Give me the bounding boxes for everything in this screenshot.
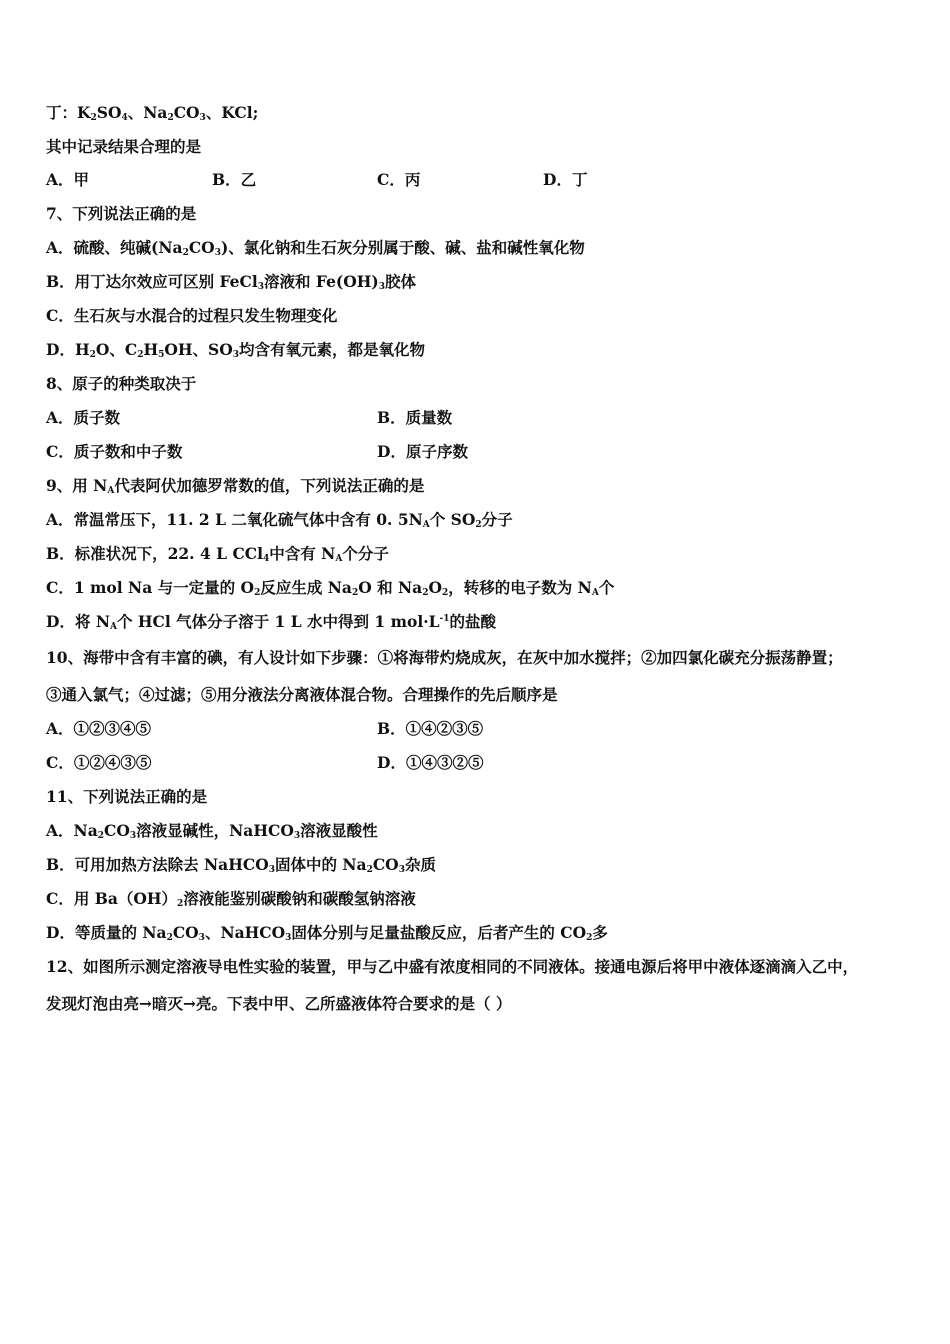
text-line [46, 787, 207, 807]
text-segment: ，转移的电子数为 N [448, 578, 592, 597]
subscript: A [422, 520, 430, 530]
subscript: A [107, 486, 115, 496]
subscript: 4 [263, 554, 270, 564]
subscript: A [110, 622, 117, 632]
text-line [46, 272, 416, 292]
subscript: 2 [442, 588, 449, 598]
subscript: A [591, 588, 599, 598]
text-segment: O 和 Na [358, 578, 423, 597]
answer-option [377, 170, 420, 190]
text-segment: 溶液显酸性 [300, 821, 378, 840]
text-line [46, 476, 424, 496]
text-segment: CO [104, 821, 130, 840]
subscript: 2 [166, 933, 173, 943]
text-segment: B．质量数 [377, 408, 453, 427]
text-segment: C．用 Ba（OH） [46, 889, 178, 908]
subscript: 2 [254, 588, 261, 598]
text-segment: A．常温常压下，11. 2 L 二氧化硫气体中含有 0. 5N [46, 510, 423, 529]
answer-option [377, 719, 483, 739]
subscript: 3 [232, 350, 239, 360]
text-segment: 丁：K [46, 103, 91, 122]
text-segment: 10、海带中含有丰富的碘，有人设计如下步骤：①将海带灼烧成灰，在灰中加水搅拌；②加四氯化碳充分振荡静置； [46, 648, 843, 667]
text-segment: A．甲 [46, 170, 90, 189]
text-line [46, 957, 858, 977]
text-segment: 7、下列说法正确的是 [46, 204, 197, 223]
subscript: 2 [475, 520, 482, 530]
subscript: 2 [177, 899, 184, 909]
text-line [46, 103, 258, 123]
text-segment: D．等质量的 Na [46, 923, 167, 942]
subscript: 2 [422, 588, 429, 598]
answer-option [46, 753, 151, 773]
subscript: 2 [586, 933, 593, 943]
text-segment: 、Na [127, 103, 168, 122]
text-segment: CO [172, 923, 199, 942]
subscript: 2 [89, 350, 96, 360]
text-segment: O [428, 578, 442, 597]
text-line [46, 204, 196, 224]
answer-option [377, 408, 452, 428]
subscript: 2 [351, 588, 359, 598]
text-segment: D．将 N [46, 612, 111, 631]
text-line [46, 137, 201, 157]
answer-option [543, 170, 587, 190]
text-segment: SO [96, 103, 122, 122]
text-segment: O、C [95, 340, 138, 359]
text-segment: C．质子数和中子数 [46, 442, 183, 461]
text-segment: C．丙 [377, 170, 421, 189]
text-segment: 杂质 [404, 855, 436, 874]
subscript: 3 [199, 113, 206, 123]
text-line [46, 340, 425, 360]
subscript: 3 [257, 282, 265, 292]
answer-option [377, 442, 468, 462]
answer-option [212, 170, 256, 190]
text-segment: D．原子序数 [377, 442, 468, 461]
subscript: 2 [366, 865, 373, 875]
subscript: 3 [214, 248, 221, 258]
text-segment: 反应生成 Na [260, 578, 352, 597]
superscript: -1 [439, 614, 450, 624]
subscript: 3 [198, 933, 205, 943]
subscript: 2 [90, 113, 97, 123]
text-segment: 8、原子的种类取决于 [46, 374, 197, 393]
text-segment: 、NaHCO [204, 923, 286, 942]
text-segment: 其中记录结果合理的是 [46, 137, 202, 156]
answer-option [46, 442, 182, 462]
subscript: 3 [129, 831, 137, 841]
text-line [46, 923, 608, 943]
text-segment: D．丁 [543, 170, 588, 189]
text-segment: C．生石灰与水混合的过程只发生物理变化 [46, 306, 338, 325]
text-segment: 多 [592, 923, 608, 942]
text-segment: 分子 [481, 510, 513, 529]
text-segment: 中含有 N [269, 544, 336, 563]
text-segment: C．1 mol Na 与一定量的 O [46, 578, 255, 597]
text-segment: B．标准状况下，22. 4 L CCl [46, 544, 264, 563]
text-segment: ③通入氯气；④过滤；⑤用分液法分离液体混合物。合理操作的先后顺序是 [46, 685, 558, 704]
text-line [46, 855, 436, 875]
text-segment: 胶体 [385, 272, 417, 291]
text-segment: A．硫酸、纯碱(Na [46, 238, 183, 257]
text-segment: A．质子数 [46, 408, 121, 427]
text-line [46, 685, 558, 705]
text-segment: A．Na [46, 821, 98, 840]
text-segment: 均含有氧元素，都是氧化物 [239, 340, 426, 359]
text-segment: )、氯化钠和生石灰分别属于酸、碱、盐和碱性氧化物 [220, 238, 585, 257]
text-segment: D．H [46, 340, 90, 359]
text-line [46, 374, 196, 394]
text-line [46, 578, 614, 598]
text-segment: B．用丁达尔效应可区别 FeCl [46, 272, 258, 291]
text-segment: 、KCl; [205, 103, 259, 122]
subscript: A [335, 554, 343, 564]
text-segment: 个分子 [342, 544, 389, 563]
subscript: 3 [285, 933, 292, 943]
subscript: 3 [378, 282, 386, 292]
answer-option [46, 408, 120, 428]
subscript: 2 [137, 350, 144, 360]
text-segment: D．①④③②⑤ [377, 753, 484, 772]
text-line [46, 238, 585, 258]
text-segment: 溶液显碱性，NaHCO [136, 821, 294, 840]
text-segment: 的盐酸 [449, 612, 497, 631]
text-line [46, 510, 513, 530]
answer-option [46, 170, 89, 190]
subscript: 2 [167, 113, 174, 123]
text-line [46, 648, 843, 668]
text-line [46, 544, 389, 564]
text-segment: 9、用 N [46, 476, 108, 495]
text-line [46, 889, 416, 909]
text-segment: 个 [598, 578, 615, 597]
text-segment: B．①④②③⑤ [377, 719, 484, 738]
text-segment: B．乙 [212, 170, 257, 189]
text-segment: 固体分别与足量盐酸反应，后者产生的 CO [291, 923, 587, 942]
text-segment: 溶液能鉴别碳酸钠和碳酸氢钠溶液 [183, 889, 416, 908]
text-segment: 个 HCl 气体分子溶于 1 L 水中得到 1 mol·L [117, 612, 440, 631]
answer-option [377, 753, 483, 773]
subscript: 2 [182, 248, 189, 258]
text-line [46, 994, 511, 1014]
text-segment: A．①②③④⑤ [46, 719, 152, 738]
text-segment: B．可用加热方法除去 NaHCO [46, 855, 269, 874]
subscript: 2 [97, 831, 105, 841]
text-segment: CO [188, 238, 215, 257]
answer-option [46, 719, 151, 739]
text-segment: 发现灯泡由亮→暗灭→亮。下表中甲、乙所盛液体符合要求的是（ ） [46, 994, 512, 1013]
text-segment: C．①②④③⑤ [46, 753, 152, 772]
text-segment: CO [173, 103, 200, 122]
text-segment: 11、下列说法正确的是 [46, 787, 208, 806]
text-segment: 12、如图所示测定溶液导电性实验的装置，甲与乙中盛有浓度相同的不同液体。接通电源后将甲中液体逐滴滴入乙中， [46, 957, 859, 976]
subscript: 4 [121, 113, 128, 123]
subscript: 3 [398, 865, 405, 875]
text-line [46, 612, 496, 632]
text-segment: CO [372, 855, 399, 874]
text-segment: OH、SO [164, 340, 233, 359]
subscript: 3 [268, 865, 275, 875]
text-segment: 固体中的 Na [274, 855, 367, 874]
text-line [46, 821, 378, 841]
text-segment: 溶液和 Fe(OH) [264, 272, 379, 291]
text-segment: 个 SO [429, 510, 476, 529]
text-segment: H [143, 340, 159, 359]
text-segment: 代表阿伏加德罗常数的值，下列说法正确的是 [114, 476, 425, 495]
subscript: 3 [293, 831, 301, 841]
subscript: 5 [158, 350, 165, 360]
text-line [46, 306, 337, 326]
